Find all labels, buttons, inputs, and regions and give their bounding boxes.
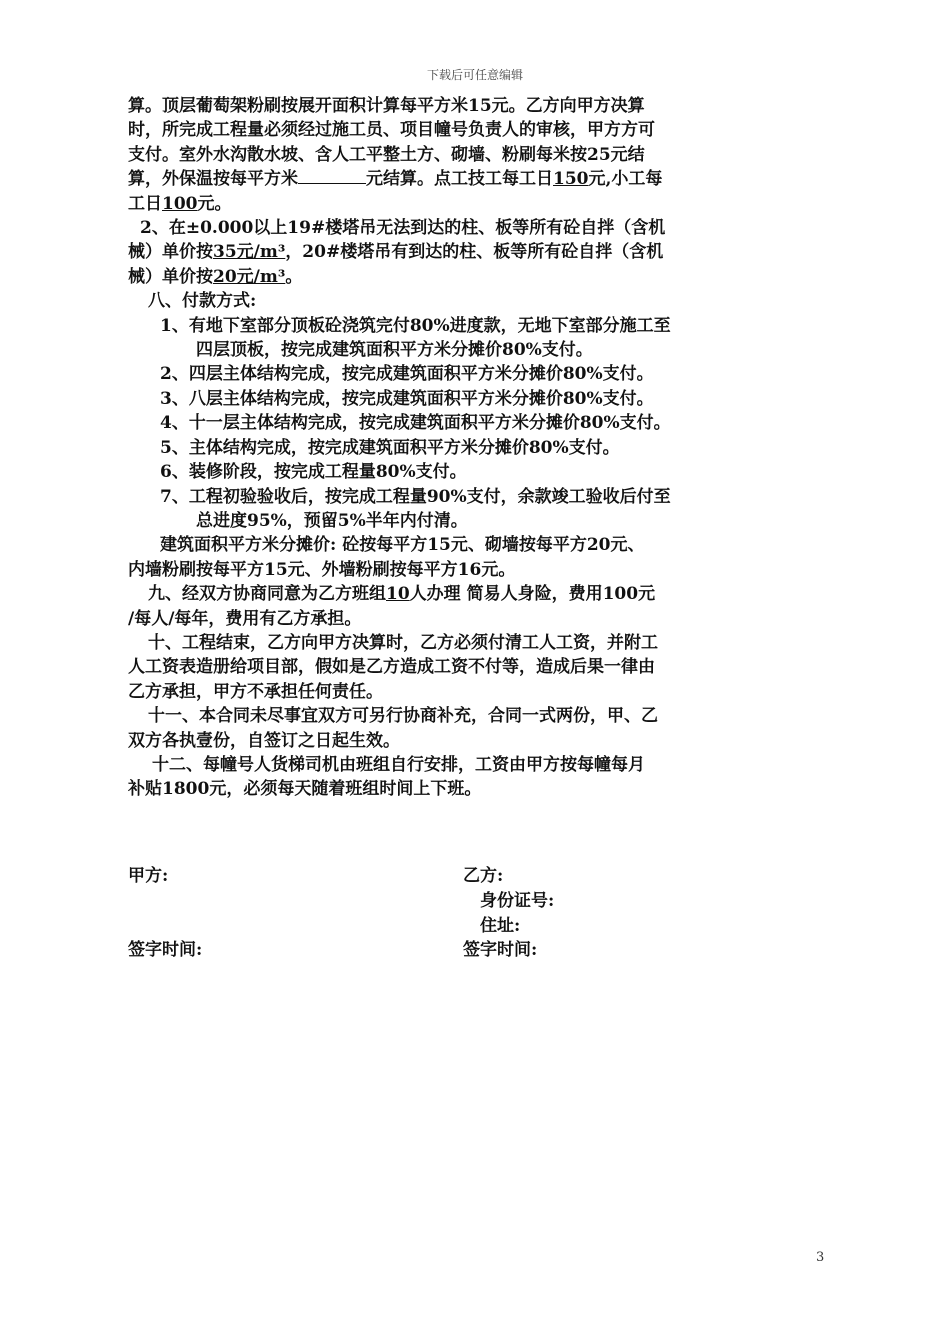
payment-item-7a: 7、工程初验验收后，按完成工程量90%支付，余款竣工验收后付至 [160, 486, 671, 507]
para7-line5-a: 工日 [128, 193, 162, 214]
price-20: 20元/m³ [213, 266, 286, 287]
para7-line4-a: 算，外保温按每平方米 [128, 169, 298, 190]
para7-line1: 算。顶层葡萄架粉刷按展开面积计算每平方米15元。乙方向甲方决算 [128, 96, 645, 116]
page-number: 3 [816, 1250, 825, 1265]
item2-line1: 2、在±0.000以上19#楼塔吊无法到达的柱、板等所有砼自拌（含机 [140, 218, 666, 239]
price-note-line1: 建筑面积平方米分摊价: 砼按每平方15元、砌墙按每平方20元、 [160, 535, 645, 556]
clause12-line1: 十二、每幢号人货梯司机由班组自行安排，工资由甲方按每幢每月 [152, 754, 645, 775]
laborer-wage: 100 [162, 193, 198, 214]
payment-item-1b: 四层顶板，按完成建筑面积平方米分摊价80%支付。 [196, 340, 593, 361]
clause9-line2: /每人/每年，费用有乙方承担。 [128, 608, 362, 629]
insured-count: 10 [386, 584, 410, 605]
clause10-line3: 乙方承担，甲方不承担任何责任。 [128, 681, 383, 702]
para7-line4 [128, 167, 828, 191]
payment-heading: 八、付款方式: [148, 291, 257, 312]
address-label: 住址: [480, 916, 521, 936]
clause12-line2: 补贴1800元，必须每天随着班组时间上下班。 [128, 779, 482, 800]
para7-line5-c: 元。 [197, 193, 232, 214]
para7-line3: 支付。室外水沟散水坡、含人工平整土方、砌墙、粉刷每米按25元结 [128, 144, 645, 165]
payment-item-6: 6、装修阶段，按完成工程量80%支付。 [160, 462, 467, 483]
id-number-label: 身份证号: [480, 891, 555, 911]
price-35: 35元/m³ [213, 242, 286, 263]
clause11-line2: 双方各执壹份，自签订之日起生效。 [128, 730, 400, 751]
payment-item-3: 3、八层主体结构完成，按完成建筑面积平方米分摊价80%支付。 [160, 388, 654, 409]
payment-item-1a: 1、有地下室部分顶板砼浇筑完付80%进度款，无地下室部分施工至 [160, 315, 671, 336]
item2-line3-c: 。 [285, 266, 303, 287]
sign-time-b-label: 签字时间: [463, 940, 538, 960]
sign-time-a-label: 签字时间: [128, 940, 203, 960]
payment-item-7b: 总进度95%，预留5%半年内付清。 [196, 510, 468, 531]
blank-underline [298, 167, 366, 184]
party-b-label: 乙方: [463, 866, 504, 886]
para7-line4-d: 元,小工每 [588, 169, 663, 190]
para7-line4-b: 元结算。点工技工每工日 [366, 169, 553, 190]
clause9-line1-a: 九、经双方协商同意为乙方班组 [148, 584, 386, 605]
payment-item-2: 2、四层主体结构完成，按完成建筑面积平方米分摊价80%支付。 [160, 364, 654, 385]
item2-line2-a: 械）单价按 [128, 242, 213, 263]
para7-line5 [128, 192, 828, 216]
page-header: 下载后可任意编辑 [426, 68, 523, 82]
item2-line2 [128, 240, 828, 264]
clause9-line1 [128, 582, 828, 606]
skilled-wage: 150 [553, 169, 589, 190]
clause11-line1: 十一、本合同未尽事宜双方可另行协商补充，合同一式两份，甲、乙 [148, 706, 658, 727]
item2-line3 [128, 265, 828, 289]
item2-line3-a: 械）单价按 [128, 266, 213, 287]
document-body [128, 94, 828, 802]
clause9-line1-c: 人办理 简易人身险，费用100元 [409, 584, 656, 605]
item2-line2-c: ，20#楼塔吊有到达的柱、板等所有砼自拌（含机 [285, 242, 664, 263]
para7-line2: 时，所完成工程量必须经过施工员、项目幢号负责人的审核，甲方方可 [128, 120, 655, 141]
party-a-label: 甲方: [128, 866, 169, 886]
payment-item-5: 5、主体结构完成，按完成建筑面积平方米分摊价80%支付。 [160, 437, 620, 458]
clause10-line2: 人工资表造册给项目部，假如是乙方造成工资不付等，造成后果一律由 [128, 657, 655, 678]
payment-item-4: 4、十一层主体结构完成，按完成建筑面积平方米分摊价80%支付。 [160, 413, 671, 434]
price-note-line2: 内墙粉刷按每平方15元、外墙粉刷按每平方16元。 [128, 559, 516, 580]
clause10-line1: 十、工程结束，乙方向甲方决算时，乙方必须付清工人工资，并附工 [148, 632, 658, 653]
